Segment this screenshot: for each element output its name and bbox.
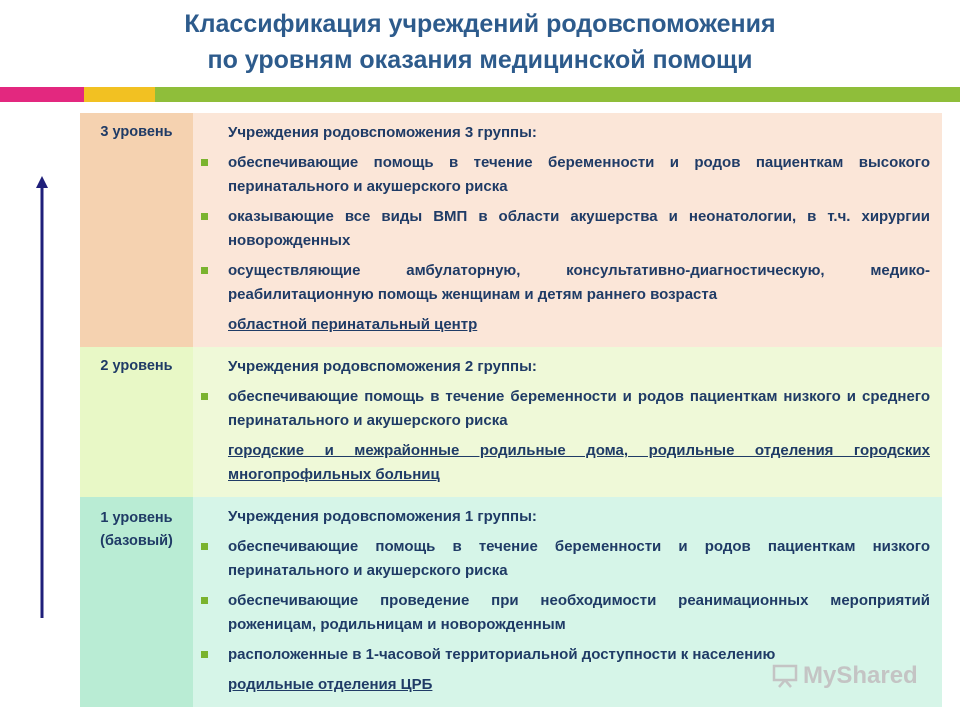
level-content: [193, 113, 942, 347]
institution-examples: областной перинатальный центр: [228, 316, 478, 333]
list-item: [228, 535, 930, 583]
level-label: [80, 113, 193, 347]
bullet-square-icon: [201, 597, 208, 604]
level-label: [80, 497, 193, 707]
level-label-text: 2 уровень: [100, 358, 173, 374]
level-row-2: [80, 347, 942, 497]
list-item: [228, 205, 930, 253]
title-line-2: по уровням оказания медицинской помощи: [207, 46, 753, 74]
bullet-square-icon: [201, 267, 208, 274]
group-header: Учреждения родовспоможения 2 группы:: [228, 358, 537, 375]
list-item-text: расположенные в 1-часовой территориальной доступности к населению: [228, 646, 776, 663]
bullet-square-icon: [201, 159, 208, 166]
accent-stripe-yellow: [84, 87, 155, 102]
presentation-icon: [772, 664, 798, 688]
page-title: [0, 6, 960, 78]
list-item-text: обеспечивающие помощь в течение беременности и родов пациенткам низкого перинатального и акушерского риска: [228, 538, 930, 579]
institution-examples: родильные отделения ЦРБ: [228, 676, 433, 693]
level-label: [80, 347, 193, 497]
level-label-subtext: (базовый): [100, 533, 173, 549]
watermark-text: MyShared: [803, 662, 918, 689]
accent-stripe-green: [155, 87, 960, 102]
group-header: Учреждения родовспоможения 1 группы:: [228, 508, 537, 525]
accent-stripe-magenta: [0, 87, 84, 102]
list-item: [228, 385, 930, 433]
level-label-text: 3 уровень: [100, 124, 173, 140]
institution-examples: городские и межрайонные родильные дома, родильные отделения городских многопрофильных больниц: [228, 442, 930, 483]
title-line-1: Классификация учреждений родовспоможения: [184, 10, 776, 38]
bullet-square-icon: [201, 393, 208, 400]
group-header: Учреждения родовспоможения 3 группы:: [228, 124, 537, 141]
bullet-square-icon: [201, 651, 208, 658]
bullet-square-icon: [201, 213, 208, 220]
list-item: [228, 589, 930, 637]
level-label-text: 1 уровень: [100, 510, 173, 526]
bullet-square-icon: [201, 543, 208, 550]
list-item-text: обеспечивающие помощь в течение беременности и родов пациенткам высокого перинатального и акушерского риска: [228, 154, 930, 195]
list-item-text: осуществляющие амбулаторную, консультативно-диагностическую, медико-реабилитационную помощь женщинам и детям раннего возраста: [228, 262, 930, 303]
list-item-text: обеспечивающие помощь в течение беременности и родов пациенткам низкого и среднего перинатального и акушерского риска: [228, 388, 930, 429]
list-item: [228, 151, 930, 199]
list-item-text: обеспечивающие проведение при необходимости реанимационных мероприятий роженицам, родильницам и новорожденным: [228, 592, 930, 633]
level-row-3: [80, 113, 942, 347]
level-content: [193, 347, 942, 497]
level-up-arrow-icon: [34, 176, 54, 618]
list-item: [228, 259, 930, 307]
watermark: [772, 662, 918, 690]
levels-table: [80, 113, 942, 707]
list-item-text: оказывающие все виды ВМП в области акушерства и неонатологии, в т.ч. хирургии новорожденных: [228, 208, 930, 249]
